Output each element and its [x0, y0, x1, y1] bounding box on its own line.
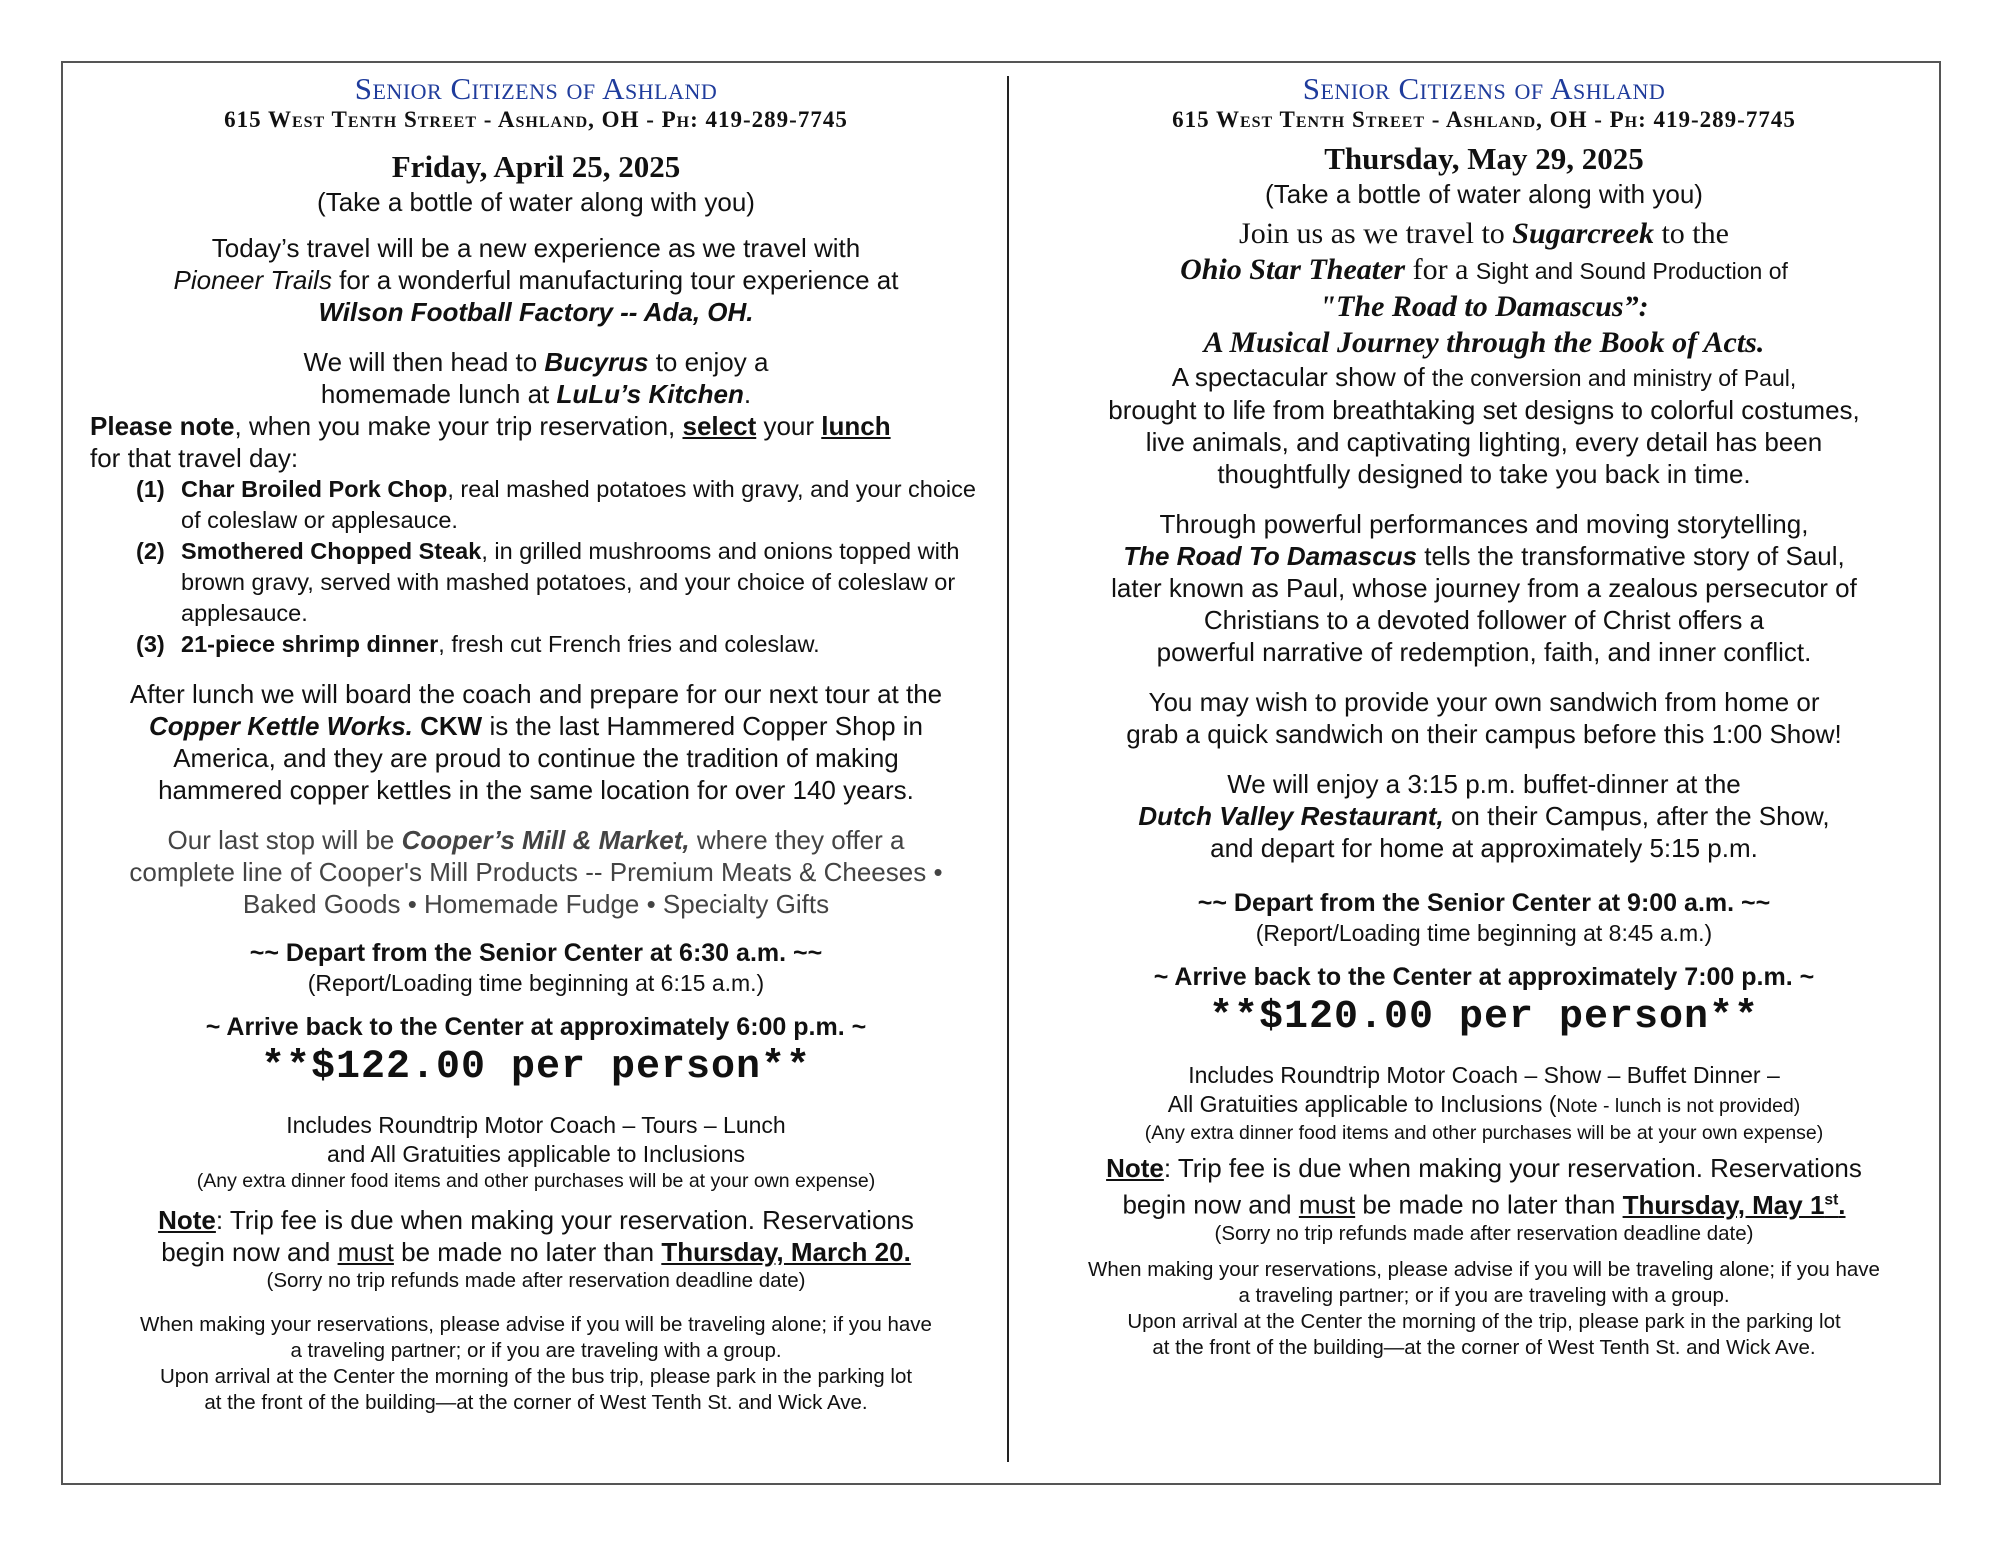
- trip-price: **$120.00 per person**: [1208, 995, 1760, 1040]
- reservation-advice: When making your reservations, please advise if you will be traveling alone; if you have a traveling partner; or if you are traveling with a group. Upon arrival at the Center the morning of the trip, please park in the parking lot at the front of the building—at the corner of West Tenth St. and Wick Ave.: [1088, 1257, 1880, 1359]
- sandwich-paragraph: You may wish to provide your own sandwich from home or grab a quick sandwich on their campus before this 1:00 Show!: [1126, 687, 1842, 749]
- coopers-mill-paragraph: Our last stop will be Cooper’s Mill & Market, where they offer a complete line of Cooper's Mill Products -- Premium Meats & Cheeses • Baked Goods • Homemade Fudge • Specialty Gifts: [129, 825, 943, 919]
- lunch-paragraph: We will then head to Bucyrus to enjoy a homemade lunch at LuLu’s Kitchen.: [303, 347, 769, 409]
- right-flyer: [1028, 72, 1940, 1361]
- menu-item: (1) Char Broiled Pork Chop, real mashed potatoes with gravy, and your choice of coleslaw or applesauce.: [136, 476, 976, 533]
- org-name: Senior Citizens of Ashland: [1302, 71, 1666, 106]
- extra-expense-note: (Any extra dinner food items and other purchases will be at your own expense): [1144, 1122, 1824, 1144]
- arrive-time: ~ Arrive back to the Center at approximately 6:00 p.m. ~: [205, 1013, 867, 1041]
- loading-time: (Report/Loading time beginning at 8:45 a.m.): [1255, 920, 1713, 946]
- org-address: 615 West Tenth Street - Ashland, OH - Ph: 419-289-7745: [1172, 107, 1796, 132]
- reservation-advice: When making your reservations, please advise if you will be traveling alone; if you have a traveling partner; or if you are traveling with a group. Upon arrival at the Center the morning of the bus trip, please park in the parking lot at the front of the building—at the corner of West Tenth St. and Wick Ave.: [140, 1313, 932, 1414]
- intro-paragraph: Today’s travel will be a new experience as we travel with Pioneer Trails for a wonderful manufacturing tour experience at Wilson Football Factory -- Ada, OH.: [173, 233, 899, 327]
- refund-note: (Sorry no trip refunds made after reservation deadline date): [266, 1269, 806, 1292]
- inclusions: Includes Roundtrip Motor Coach – Show – Buffet Dinner – All Gratuities applicable to Inclusions (Note - lunch is not provided): [1167, 1062, 1801, 1117]
- arrive-time: ~ Arrive back to the Center at approximately 7:00 p.m. ~: [1153, 963, 1815, 991]
- water-note: (Take a bottle of water along with you): [1265, 179, 1703, 209]
- menu-item: (2) Smothered Chopped Steak, in grilled mushrooms and onions topped with brown gravy, served with mashed potatoes, and your choice of coleslaw or applesauce.: [136, 538, 960, 626]
- fee-note: Note: Trip fee is due when making your reservation. Reservations begin now and must be made no later than Thursday, March 20.: [158, 1205, 914, 1267]
- story-paragraph: Through powerful performances and moving storytelling, The Road To Damascus tells the transformative story of Saul, later known as Paul, whose journey from a zealous persecutor of Christians to a devoted follower of Christ offers a powerful narrative of redemption, faith, and inner conflict.: [1111, 509, 1857, 667]
- water-note: (Take a bottle of water along with you): [317, 187, 755, 217]
- fee-note: Note: Trip fee is due when making your reservation. Reservations begin now and must be made no later than Thursday, May 1st.: [1106, 1153, 1862, 1220]
- refund-note: (Sorry no trip refunds made after reservation deadline date): [1214, 1221, 1754, 1245]
- trip-date: Thursday, May 29, 2025: [1324, 141, 1644, 176]
- show-description: A spectacular show of the conversion and ministry of Paul, brought to life from breathtaking set designs to colorful costumes, live animals, and captivating lighting, every detail has been thoughtfully designed to take you back in time.: [1108, 362, 1860, 489]
- lunch-menu: [86, 474, 986, 660]
- loading-time: (Report/Loading time beginning at 6:15 a.m.): [307, 970, 765, 996]
- depart-time: ~~ Depart from the Senior Center at 9:00 a.m. ~~: [1197, 889, 1771, 917]
- org-address: 615 West Tenth Street - Ashland, OH - Ph: 419-289-7745: [224, 107, 848, 132]
- lunch-selection-note: Please note, when you make your trip reservation, select your lunch for that travel day:: [90, 411, 891, 473]
- column-divider: [1007, 76, 1009, 1462]
- inclusions: Includes Roundtrip Motor Coach – Tours – Lunch and All Gratuities applicable to Inclusions: [286, 1112, 786, 1167]
- menu-item: (3) 21-piece shrimp dinner, fresh cut French fries and coleslaw.: [136, 631, 820, 657]
- copper-kettle-paragraph: After lunch we will board the coach and prepare for our next tour at the Copper Kettle Works. CKW is the last Hammered Copper Shop in America, and they are proud to continue the tradition of making hammered copper kettles in the same location for over 140 years.: [129, 679, 943, 805]
- dinner-paragraph: We will enjoy a 3:15 p.m. buffet-dinner at the Dutch Valley Restaurant, on their Campus, after the Show, and depart for home at approximately 5:15 p.m.: [1138, 769, 1830, 863]
- left-flyer: [86, 72, 986, 1416]
- depart-time: ~~ Depart from the Senior Center at 6:30 a.m. ~~: [249, 939, 823, 967]
- intro-paragraph: Join us as we travel to Sugarcreek to the Ohio Star Theater for a Sight and Sound Production of "The Road to Damascus”: A Musical Journey through the Book of Acts.: [1180, 217, 1788, 359]
- trip-date: Friday, April 25, 2025: [391, 149, 681, 184]
- trip-price: **$122.00 per person**: [260, 1045, 812, 1090]
- org-name: Senior Citizens of Ashland: [354, 71, 718, 106]
- extra-expense-note: (Any extra dinner food items and other purchases will be at your own expense): [196, 1170, 876, 1192]
